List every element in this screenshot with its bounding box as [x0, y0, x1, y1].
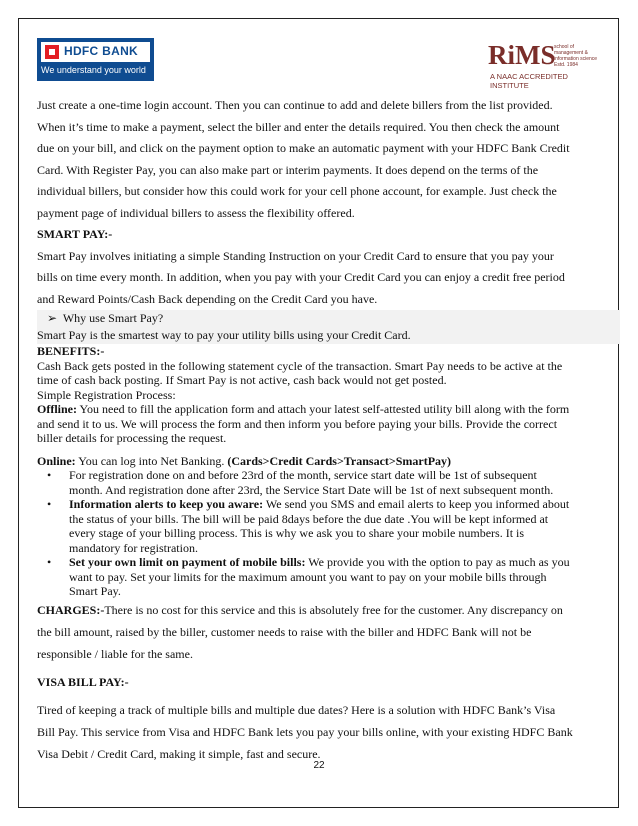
visa-paragraph	[37, 699, 600, 765]
text-line: Cash Back gets posted in the following statement cycle of the transaction. Smart Pay needs to be active at the	[37, 358, 563, 373]
text-line: Bill Pay. This service from Visa and HDFC Bank lets you pay your bills online, with your existing HDFC Bank	[37, 724, 573, 739]
text-line: and send it to us. We will process the form and then inform you before paying your bills. Provide the correct	[37, 416, 558, 431]
page-content	[37, 95, 600, 765]
list-item: • Information alerts to keep you aware: We send you SMS and email alerts to keep you informed about the status of your bills. The bill will be paid 8days before the due date .You will be kept informed at every stage of your billing process. This is why we ask you to share your mobile numbers. It is mandatory for registration.	[47, 497, 570, 555]
text-line: Tired of keeping a track of multiple bills and multiple due dates? Here is a solution with HDFC Bank’s Visa	[37, 702, 556, 717]
online-label: Online:	[37, 453, 76, 468]
rims-logo	[480, 36, 600, 90]
list-item: • For registration done on and before 23rd of the month, service start date will be 1st of subsequent month. And registration done after 23rd, the Service Start Date will be 1st of next subsequent month.	[47, 468, 554, 497]
bullet-icon: •	[47, 468, 52, 482]
text-line: biller details for processing the request.	[37, 431, 227, 445]
text-line: When it’s time to make a payment, select the biller and enter the details required. You then check the amount	[37, 119, 560, 134]
arrow-bullet-icon: ➢	[47, 311, 58, 325]
why-smart-pay-box	[37, 310, 620, 344]
text-line: Visa Debit / Credit Card, making it simple, fast and secure.	[37, 746, 321, 761]
hdfc-square-icon	[45, 45, 59, 59]
charges-label: CHARGES:-	[37, 602, 105, 617]
text-line: time of cash back posting. If Smart Pay is not active, cash back would not get posted.	[37, 373, 447, 387]
text-line: payment page of individual billers to assess the flexibility offered.	[37, 205, 355, 220]
text-line: Just create a one-time login account. Then you can continue to add and delete billers from the list provided.	[37, 98, 553, 112]
text-line: Simple Registration Process:	[37, 387, 176, 402]
bullet-icon: •	[47, 497, 52, 511]
smart-pay-heading: SMART PAY:-	[37, 227, 113, 241]
online-section	[37, 454, 600, 599]
offline-line: Offline: You need to fill the application form and attach your latest self-attested utility bill along with the form	[37, 402, 570, 416]
text-line: responsible / liable for the same.	[37, 646, 193, 661]
benefits-heading: BENEFITS:-	[37, 344, 105, 358]
online-line: Online: You can log into Net Banking. (Cards>Credit Cards>Transact>SmartPay)	[37, 453, 452, 468]
list-item: • Set your own limit on payment of mobile bills: We provide you with the option to pay as much as you want to pay. Set your limits for the maximum amount you want to pay on your mobile bills through Smart Pay.	[47, 555, 570, 598]
charges-section	[37, 599, 600, 665]
text-line: and Reward Points/Cash Back depending on the Credit Card you have.	[37, 291, 378, 306]
smart-pay-paragraph	[37, 246, 600, 311]
text-line: Card. With Register Pay, you can also make part or interim payments. It does depend on the terms of the	[37, 162, 539, 177]
rims-logo-subtitle: school of management & information science Estd. 1984	[554, 44, 598, 68]
why-text: Smart Pay is the smartest way to pay your utility bills using your Credit Card.	[37, 328, 411, 342]
hdfc-logo-tagline: We understand your world	[41, 65, 146, 75]
rims-naac-label: A NAAC ACCREDITED INSTITUTE	[490, 72, 568, 90]
rims-logo-text: RiMS	[488, 40, 556, 70]
visa-heading: VISA BILL PAY:-	[37, 674, 129, 689]
charges-line: CHARGES:-There is no cost for this service and this is absolutely free for the customer. Any discrepancy on	[37, 602, 563, 617]
text-line: Smart Pay involves initiating a simple Standing Instruction on your Credit Card to ensure that you pay your	[37, 248, 554, 263]
offline-label: Offline:	[37, 402, 77, 416]
text-line: bills on time every month. In addition, when you pay with your Credit Card you can enjoy a credit free period	[37, 270, 565, 284]
text-line: the bill amount, raised by the biller, customer needs to raise with the biller and HDFC Bank will not be	[37, 624, 532, 639]
online-bullet-list	[37, 468, 600, 599]
why-heading-line	[37, 310, 620, 327]
bullet-icon: •	[47, 555, 52, 569]
page-number: 22	[313, 760, 325, 771]
hdfc-bank-logo	[37, 38, 154, 81]
text-line: individual billers, but consider how this could work for your cell phone account, for example. Just check the	[37, 184, 557, 198]
online-path: (Cards>Credit Cards>Transact>SmartPay)	[227, 453, 452, 468]
intro-paragraph	[37, 95, 600, 224]
benefits-section	[37, 344, 600, 446]
why-heading: Why use Smart Pay?	[62, 311, 164, 325]
hdfc-logo-name: HDFC BANK	[64, 44, 139, 58]
text-line: due on your bill, and click on the payment option to make an automatic payment with your HDFC Bank Credit	[37, 141, 570, 155]
